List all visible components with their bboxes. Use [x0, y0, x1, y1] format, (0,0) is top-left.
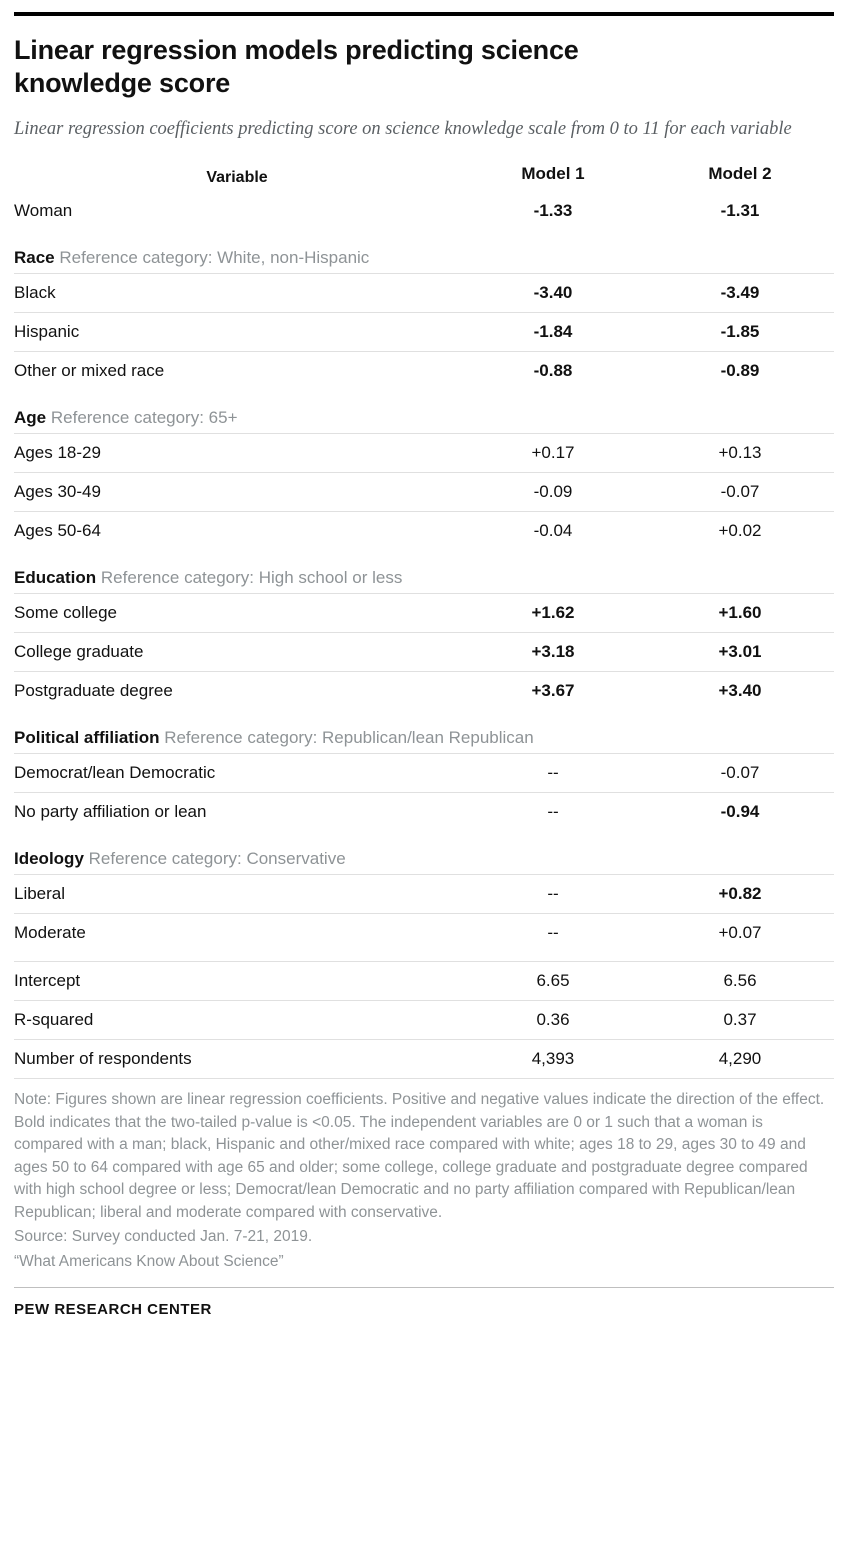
note-text: Note: Figures shown are linear regression coefficients. Positive and negative values indicate the direction of the effect. Bold indicates that the two-tailed p-value is <0.05. The independent variables are 0 or 1 such that a woman is compared with a man; black, Hispanic and other/mixed race compared with white; ages 18 to 29, ages 30 to 49 and ages 50 to 64 compared with age 65 and older; some college, college graduate and postgraduate degree compared with high school degree or less; Democrat/lean Democratic and no party affiliation compared with Republican/lean Republican; liberal and moderate compared with conservative.: [14, 1091, 825, 1221]
row-value-model-2: -1.31: [720, 201, 760, 220]
regression-table: [14, 164, 834, 1078]
row-value-model-2: +0.82: [646, 875, 834, 914]
group-name: Ideology: [14, 849, 84, 868]
row-label: Hispanic: [14, 313, 460, 352]
table-row: [14, 633, 834, 672]
source-text: Source: Survey conducted Jan. 7-21, 2019.: [14, 1228, 313, 1245]
row-label: Woman: [14, 201, 73, 220]
row-value-model-1: -0.88: [460, 352, 646, 391]
row-value-model-2: +0.02: [646, 512, 834, 551]
row-value-model-2: -0.07: [646, 754, 834, 793]
group-name: Education: [14, 568, 97, 587]
row-value-model-1: --: [460, 914, 646, 953]
group-name: Age: [14, 408, 47, 427]
row-value-model-1: -0.04: [460, 512, 646, 551]
table-header-row: [14, 164, 834, 192]
table-row: [14, 914, 834, 953]
row-value-model-2: +3.40: [646, 672, 834, 711]
table-row: [14, 313, 834, 352]
row-value-model-1: -3.40: [460, 274, 646, 313]
organization-footer: PEW RESEARCH CENTER: [14, 1287, 834, 1336]
row-label: Ages 18-29: [14, 434, 460, 473]
row-value-model-2: 4,290: [646, 1040, 834, 1079]
page-title: Linear regression models predicting science knowledge score: [14, 35, 579, 98]
row-value-model-1: --: [460, 754, 646, 793]
table-row: [14, 192, 834, 230]
row-value-model-2: -3.49: [646, 274, 834, 313]
table-row: [14, 875, 834, 914]
group-header-race: [14, 230, 834, 274]
row-label: R-squared: [14, 1001, 460, 1040]
row-label: Moderate: [14, 914, 460, 953]
row-label: Democrat/lean Democratic: [14, 754, 460, 793]
table-row: [14, 274, 834, 313]
row-value-model-2: 6.56: [646, 962, 834, 1001]
row-label: No party affiliation or lean: [14, 793, 460, 832]
column-header-variable: Variable: [206, 169, 268, 186]
group-header-ideology: [14, 831, 834, 875]
row-value-model-1: 4,393: [460, 1040, 646, 1079]
row-label: Intercept: [14, 962, 460, 1001]
chart-subtitle: Linear regression coefficients predicting score on science knowledge scale from 0 to 11 for each variable: [14, 119, 792, 139]
group-reference: Reference category: Conservative: [88, 849, 346, 868]
column-header-model-1: Model 1: [521, 164, 585, 183]
table-row: [14, 754, 834, 793]
row-value-model-1: +3.18: [460, 633, 646, 672]
row-value-model-1: -1.84: [460, 313, 646, 352]
row-value-model-2: 0.37: [646, 1001, 834, 1040]
group-name: Race: [14, 248, 55, 267]
row-label: Ages 30-49: [14, 473, 460, 512]
group-name: Political affiliation: [14, 728, 160, 747]
row-value-model-2: -0.07: [646, 473, 834, 512]
row-label: Ages 50-64: [14, 512, 460, 551]
row-value-model-1: --: [460, 793, 646, 832]
group-header-political-affiliation: [14, 710, 834, 754]
row-value-model-2: +3.01: [646, 633, 834, 672]
group-header-education: [14, 550, 834, 594]
row-label: Liberal: [14, 875, 460, 914]
chart-page: [0, 12, 848, 1546]
row-label: Other or mixed race: [14, 352, 460, 391]
group-reference: Reference category: High school or less: [100, 568, 403, 587]
row-value-model-1: 6.65: [460, 962, 646, 1001]
group-reference: Reference category: White, non-Hispanic: [59, 248, 370, 267]
group-reference: Reference category: 65+: [50, 408, 238, 427]
row-label: Postgraduate degree: [14, 672, 460, 711]
table-row: [14, 473, 834, 512]
table-row: [14, 434, 834, 473]
row-value-model-2: -0.94: [646, 793, 834, 832]
row-value-model-1: -1.33: [533, 201, 573, 220]
top-divider: [14, 12, 834, 16]
row-value-model-1: +3.67: [460, 672, 646, 711]
table-row: [14, 1001, 834, 1040]
row-value-model-1: 0.36: [460, 1001, 646, 1040]
table-row: [14, 962, 834, 1001]
column-header-model-2: Model 2: [708, 164, 772, 183]
table-row: [14, 672, 834, 711]
chart-notes: [14, 1078, 834, 1273]
row-label: Number of respondents: [14, 1040, 460, 1079]
table-row: [14, 594, 834, 633]
row-value-model-1: --: [460, 875, 646, 914]
table-row: [14, 1040, 834, 1079]
table-row: [14, 512, 834, 551]
row-value-model-1: -0.09: [460, 473, 646, 512]
row-value-model-2: -0.89: [646, 352, 834, 391]
row-label: Some college: [14, 594, 460, 633]
row-value-model-2: +1.60: [646, 594, 834, 633]
row-label: Black: [14, 274, 460, 313]
group-header-age: [14, 390, 834, 434]
row-spacer: [14, 952, 834, 962]
row-label: College graduate: [14, 633, 460, 672]
group-reference: Reference category: Republican/lean Republican: [164, 728, 534, 747]
row-value-model-2: +0.13: [646, 434, 834, 473]
row-value-model-1: +1.62: [460, 594, 646, 633]
row-value-model-1: +0.17: [460, 434, 646, 473]
table-row: [14, 793, 834, 832]
row-value-model-2: +0.07: [646, 914, 834, 953]
row-value-model-2: -1.85: [646, 313, 834, 352]
report-title-text: “What Americans Know About Science”: [14, 1252, 284, 1270]
table-row: [14, 352, 834, 391]
